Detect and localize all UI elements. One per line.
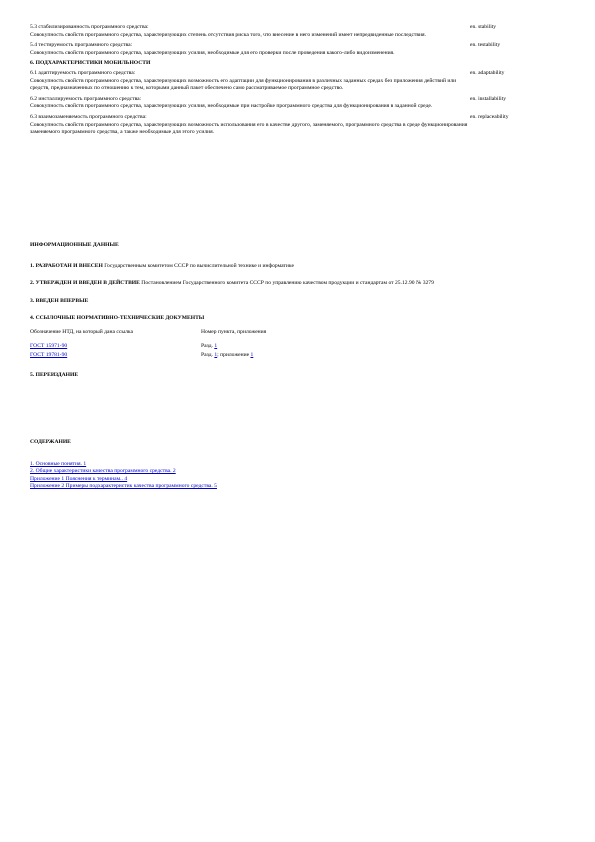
section-6-heading: 6. ПОДХАРАКТЕРИСТИКИ МОБИЛЬНОСТИ: [30, 60, 151, 67]
info-item-label: 2. УТВЕРЖДЕН И ВВЕДЕН В ДЕЙСТВИЕ: [30, 280, 140, 287]
info-item-1: [30, 263, 565, 271]
toc-link[interactable]: Приложение 2 Примеры подхарактеристик качества программного средства. 5: [30, 483, 217, 490]
info-item-3: [30, 298, 565, 306]
info-item-5: [30, 372, 565, 380]
terms-block: [30, 24, 545, 140]
info-item-4: [30, 315, 565, 323]
term-english: en. adaptability: [470, 69, 505, 76]
table-row: [30, 352, 565, 360]
reference-place: [201, 343, 401, 351]
reference-place: [201, 352, 401, 360]
info-item-2: [30, 280, 565, 288]
term-6-3: [30, 114, 545, 137]
term-english: en. replaceability: [470, 113, 509, 120]
info-block: [30, 242, 565, 389]
table-of-contents: [30, 439, 565, 491]
term-definition: Совокупность свойств программного средства, характеризующих усилия, необходимые при настройке программного средства для функционирования в заданной среде.: [30, 103, 433, 110]
term-title: 6.2 инсталлируемость программного средства:: [30, 95, 142, 102]
toc-heading: СОДЕРЖАНИЕ: [30, 439, 71, 445]
references-header-place: Номер пункта, приложения: [201, 328, 267, 335]
reference-doc-link[interactable]: ГОСТ 15971-90: [30, 342, 68, 349]
toc-link[interactable]: Приложение 1 Пояснения к терминам.. 4: [30, 475, 128, 482]
term-definition: Совокупность свойств программного средства, характеризующих возможность использования его в качестве другого, заменяемого, программного средства в среде функционирования заменяемого программного средства, а также необходимые для этого усилия.: [30, 121, 468, 136]
term-title: 6.1 адаптируемость программного средства:: [30, 69, 136, 76]
term-title: 5.4 тестируемость программного средства:: [30, 42, 133, 49]
reference-appendix-link[interactable]: 1: [250, 352, 254, 359]
term-5-3: [30, 24, 545, 39]
term-definition: Совокупность свойств программного средства, характеризующих степень отсутствия риска того, что внесение в него изменений имеет непредвиденные последствия.: [30, 31, 426, 38]
info-item-text: Государственным комитетом СССР по вычислительной технике и информатике: [102, 262, 294, 269]
term-english: en. stability: [470, 24, 497, 30]
info-item-label: 1. РАЗРАБОТАН И ВНЕСЕН: [30, 262, 103, 269]
reference-section-link[interactable]: 1: [214, 342, 218, 349]
term-5-4: [30, 42, 545, 57]
term-6-1: [30, 70, 545, 93]
references-header-doc: Обозначение НТД, на который дана ссылка: [30, 328, 134, 335]
reference-place-mid: ; приложение: [217, 352, 251, 359]
info-item-label: 4. ССЫЛОЧНЫЕ НОРМАТИВНО-ТЕХНИЧЕСКИЕ ДОКУМЕНТЫ: [30, 315, 205, 322]
term-definition: Совокупность свойств программного средства, характеризующих усилия, необходимые для его проверки после проведения какого-либо видоизменения.: [30, 49, 395, 56]
toc-link[interactable]: 2. Общие характеристики качества программного средства. 2: [30, 468, 176, 475]
reference-section-link[interactable]: 1: [214, 352, 218, 359]
table-row: [30, 343, 565, 351]
references-header: [30, 329, 565, 337]
term-definition: Совокупность свойств программного средства, характеризующих возможность его адаптации для функционирования в различных заданных средах без приложения действий или средств, предназначенных по отношению к тем, которыми данный пакет обеспечено само рассматриваемое программное средство.: [30, 77, 457, 92]
reference-doc-link[interactable]: ГОСТ 19781-90: [30, 352, 68, 359]
info-item-label: 3. ВВЕДЕН ВПЕРВЫЕ: [30, 297, 89, 304]
toc-link[interactable]: 1. Основные понятия. 1: [30, 460, 87, 467]
reference-place-prefix: Разд.: [201, 342, 215, 349]
term-english: en. installability: [470, 95, 507, 102]
info-heading: ИНФОРМАЦИОННЫЕ ДАННЫЕ: [30, 242, 119, 248]
term-english: en. testability: [470, 42, 501, 49]
term-title: 5.3 стабилизированность программного средства:: [30, 24, 149, 30]
reference-place-prefix: Разд.: [201, 352, 215, 359]
term-6-2: [30, 96, 545, 111]
info-item-label: 5. ПЕРЕИЗДАНИЕ: [30, 371, 79, 378]
term-title: 6.3 взаимозаменяемость программного средства:: [30, 113, 147, 120]
references-table: [30, 329, 565, 360]
info-item-text: Постановлением Государственного комитета СССР по управлению качеством продукции и стандартам от 25.12.90 № 3279: [139, 280, 434, 287]
